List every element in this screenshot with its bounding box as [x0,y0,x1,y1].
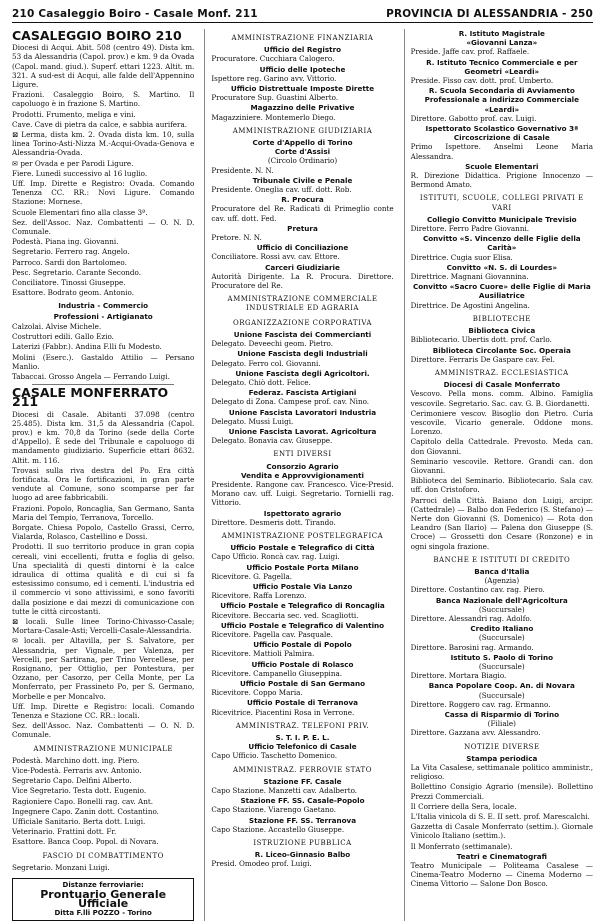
entry-subheading: (Succursale) [478,662,525,671]
entry-heading: Tribunale Civile e Penale [252,175,353,185]
text-block: ⊠ locali. Sulle linee Torino-Chivasso-Casale; Mortara-Casale-Asti; Vercelli-Casale-Alessandria. [12,616,195,636]
list-item: Esattore. Banca Coop. Popol. di Novara. [12,837,159,847]
list-item: Laterizi (Fabbr.). Andina F.lli fu Modesto. [12,342,162,352]
entry-text: Capo Ufficio. Taschetto Domenico. [211,751,337,761]
list-item: Calzolai. Alvise Michele. [12,321,102,331]
entry-text: R. Direzione Didattica. Prigione Innocenzo — Bermond Amato. [410,171,593,190]
entry-heading: Magazzino delle Privative [250,103,355,113]
entry-heading: Unione Fascista dei Commercianti [233,329,372,339]
entry-text: Delegato. Deveechi geom. Pietro. [211,339,334,349]
entry-heading: Stazione FF. Casale [263,776,342,786]
entry-subheading: (Filiale) [487,719,516,729]
text-block: ⊠ Lerma, dista km. 2. Ovada dista km. 10, sulla linea Torino-Asti-Nizza M.-Acqui-Ovada-Genova e Alessandria-Ovada. [12,130,195,158]
section-heading: Industria - Commercio [58,301,149,311]
entry-text: Biblioteca del Seminario. Bibliotecario. Sala cav. uff. don Cristoforo. [410,476,593,495]
entry-text: Direttore. Barosini rag. Armando. [410,642,534,652]
section-heading: AMMINISTRAZ. ECCLESIASTICA [434,368,569,377]
list-item: Vice-Podestà. Ferraris avv. Antonio. [12,766,142,776]
section-heading: ENTI DIVERSI [273,450,332,459]
entry-text: Ricevitore. Mattioli Palmira. [211,649,315,659]
entry-heading: Ufficio Telefonico di Casale [248,742,357,752]
column-1 [12,29,194,921]
entry-subheading: (Succursale) [478,604,525,614]
entry-text: Preside. Jaffe cav. prof. Raffaele. [410,47,530,57]
entry-heading: Ufficio delle Ipoteche [259,64,346,74]
list-item: Ingegnere Capo. Zanin dott. Costantino. [12,806,159,816]
entry-text: Il Corriere della Sera, locale. [410,801,517,811]
entry-heading: Scuole Elementari [465,161,539,171]
entry-subheading: (Circolo Ordinario) [267,156,338,166]
list-item: Costruttori edili. Gallo Ezio. [12,332,114,342]
entry-text: Capo Stazione. Viarengo Gaetano. [211,805,337,815]
page-header [12,8,593,23]
entry-text: La Vita Casalese, settimanale politico amministr., religioso. [410,763,593,782]
entry-heading: Ufficio Postale di Popolo [253,640,352,650]
entry-heading: Corte d'Appello di Torino [252,138,353,148]
entry-heading: Banca Popolare Coop. An. di Novara [428,681,575,691]
text-block: Scuole Elementari fino alla classe 3ª. [12,207,148,217]
section-heading: FASCIO DI COMBATTIMENTO [42,851,164,860]
entry-text: Bibliotecario. Ubertis dott. prof. Carlo. [410,335,552,345]
entry-text: Direttore. Roggero cav. rag. Ermanno. [410,699,551,709]
entry-text: Presidente. N. N. [211,165,274,175]
entry-heading: Ufficio Postale Porta Milano [246,562,359,572]
entry-text: Direttore. Gabotto prof. cav. Luigi. [410,113,537,123]
entry-text: Ricevitore. G. Pagella. [211,571,293,581]
entry-heading: Ufficio Distrettuale Imposte Dirette [230,84,375,94]
entry-text: Presidente. Rangone cav. Francesco. Vice-Presid. Morano cav. uff. Luigi. Segretario. Tornielli rag. Vittorio. [211,479,394,508]
entry-heading: «Giovanni Lanza» [466,38,538,48]
text-block: Trovasi sulla riva destra del Po. Era città fortificata. Ora le fortificazioni, in gran parte vendute al Comune, sono scomparse per far luogo ad aree fabbricabili. [12,465,195,503]
entry-text: Seminario vescovile. Rettore. Grandi can. don Giovanni. [410,456,593,475]
entry-heading: Unione Fascista Lavoratori Industria [228,407,377,417]
entry-heading: Banca d'Italia [474,566,530,576]
entry-text: Bollettino Consigio Agrario (mensile). Bollettino Prezzi Commerciali. [410,782,593,801]
entry-heading: Federaz. Fascista Artigiani [248,388,357,398]
entry-heading: R. Liceo-Ginnasio Balbo [254,850,351,860]
text-block: Segretario. Ferrero rag. Angelo. [12,247,130,257]
text-block: Borgate. Chiesa Popolo, Castello Grassi, Cerro, Vialarda, Rolasco, Castellino e Dossi. [12,522,195,542]
list-item: Segretario. Monzani Luigi. [12,862,110,872]
entry-heading: Istituto S. Paolo di Torino [450,652,554,662]
entry-heading: R. Scuola Secondaria di Avviamento Professionale a indirizzo Commerciale «Leardi» [424,86,580,114]
text-block: Sez. dell'Assoc. Naz. Combattenti — O. N. D. Comunale. [12,721,195,740]
header-left: 210 Casaleggio Boiro - Casale Monf. 211 [12,8,258,20]
entry-text: Parroci della Città. Baiano don Luigi, arcipr. (Cattedrale) — Balbo don Federico (S. Stefano) — Nerte don Giovanni (S. Domenico) — Rota don Leandro (San Ilario) — Palena don Giuseppe (S. Croce) — Grossetti don Cesare (Ronzone) e in ogni singola frazione. [410,495,593,551]
entry-text: Presid. Omodeo prof. Luigi. [211,859,312,869]
entry-text: Preside. Fisso cav. dott. prof. Umberto. [410,76,554,86]
entry-heading: Consorzio Agrario [266,461,339,471]
entry-subheading: (Agenzia) [484,576,520,586]
entry-text: Direttore. Alessandri rag. Adolfo. [410,613,532,623]
entry-heading: Biblioteca Civica [468,326,536,336]
entry-text: Ricevitore. Coppo Maria. [211,688,303,698]
entry-text: Direttore. Ferraris De Gaspare cav. Fel. [410,354,555,364]
entry-heading: Ufficio Postale di San Germano [239,679,366,688]
column-3 [404,29,593,921]
entry-text: Procuratore. Cucchiara Calogero. [211,54,335,64]
entry-heading: Ufficio Postale di Terranova [246,698,359,708]
entry-heading: Stampa periodica [466,753,538,763]
entry-text: Ricevitore. Beccaria sec. ved. Scagliotti. [211,610,359,620]
entry-text: Capo Stazione. Accastello Giuseppe. [211,824,345,834]
entry-heading: R. Istituto Magistrale [458,29,545,38]
section-heading: NOTIZIE DIVERSE [464,742,540,751]
section-heading: BANCHE E ISTITUTI DI CREDITO [433,555,571,564]
text-block: Podestà. Piana ing. Giovanni. [12,237,119,247]
text-block: Prodotti. Frumento, meliga e vini. [12,109,136,119]
text-block: Cave. Cave di pietra da calce, e sabbia aurifera. [12,119,188,129]
entry-heading: Convitto «N. S. di Lourdes» [446,262,557,272]
entry-heading: S. T. I. P. E. L. [275,733,330,743]
town-heading-casaleggio: CASALEGGIO BOIRO 210 [12,29,182,43]
entry-text: Direttore. Costantino cav. rag. Piero. [410,585,545,595]
entry-heading: R. Istituto Tecnico Commerciale e per Geometri «Leardi» [426,57,578,76]
section-heading: AMMINISTRAZIONE FINANZIARIA [231,34,374,42]
list-item: Ragioniere Capo. Bonelli rag. cav. Ant. [12,796,154,806]
entry-text: Autorità Dirigente. La R. Procura. Direttore. Procuratore del Re. [211,271,394,291]
entry-text: Pretore. N. N. [211,233,262,243]
list-item: Vice Segretario. Testa dott. Eugenio. [12,786,147,796]
entry-text: Delegato di Zona. Campese prof. cav. Nino. [211,397,370,407]
entry-heading: Convitto «S. Vincenzo delle Figlie della Carità» [422,234,581,253]
section-heading: AMMINISTRAZIONE COMMERCIALE INDUSTRIALE ED AGRARIA [227,295,378,313]
text-block: Esattore. Bodrato geom. Antonio. [12,288,135,298]
entry-heading: Credito Italiano [470,624,534,634]
entry-heading: Carceri Giudiziarie [265,262,340,272]
entry-text: Capo Ufficio. Roncà cav. rag. Luigi. [211,552,340,562]
entry-heading: Ufficio Postale e Telegrafico di Valentino [220,620,385,630]
entry-text: Delegato. Chiò dott. Felice. [211,377,311,387]
entry-heading: Banca Nazionale dell'Agricoltura [435,595,568,605]
entry-heading: Biblioteca Circolante Soc. Operaia [432,345,571,355]
text-block: Parroco. Sardi don Bartolomeo. [12,257,127,267]
section-heading: BIBLIOTECHE [472,314,531,323]
entry-text: Primo Ispettore. Anselmi Leone Maria Alessandra. [410,142,593,161]
entry-heading: Unione Fascista Lavorat. Agricoltura [228,426,377,436]
list-item: Tabaccai. Grosso Angela — Ferrando Luigi. [12,371,170,381]
text-block: ✉ per Ovada e per Parodi Ligure. [12,158,134,168]
text-block: ✉ locali. per Altavilla, per S. Salvatore, per Alessandria, per Vignale, per Valenza, per Vercelli, per Sartirana, per Trino Vercellese, per Rosignano, per Ottiglio, per Pontestura, per Ozzano, per Casorzo, per Cella Monte, per La Monferrato, per Frassineto Po, per S. Germano, Morbelle e per Moncalvo. [12,636,195,701]
ad-line: Ditta F.lli POZZO - Torino [54,908,152,917]
entry-heading: Vendita e Approvvigionamenti [240,470,364,480]
entry-text: Ricevitrice. Piacentini Rosa in Verrone. [211,707,355,717]
entry-text: Direttore. Ferro Padre Giovanni. [410,224,530,234]
entry-text: Cerimoniere vescov. Bisoglio don Pietro. Curia vescovile. Vicario generale. Oddone mons. Lorenzo. [410,408,593,437]
entry-text: L'Italia vinicola di S. E. II sett. prof. Marescalchi. [410,812,590,822]
text-block: Conciliatore. Tinossi Giuseppe. [12,278,126,288]
entry-text: Ricevitore. Raffa Lorenzo. [211,591,307,601]
ad-line: Distanze ferroviarie: [62,881,144,890]
entry-heading: Ufficio Postale di Rolasco [251,659,354,669]
header-right: PROVINCIA DI ALESSANDRIA - 250 [386,8,593,20]
entry-heading: Pretura [287,223,318,233]
section-heading: AMMINISTRAZIONE MUNICIPALE [33,744,173,753]
text-block: Pesc. Segretario. Carante Secondo. [12,267,142,277]
entry-text: Capo Stazione. Manzetti cav. Adalberto. [211,786,358,796]
entry-heading: Unione Fascista degli Agricoltori. [235,368,370,378]
entry-heading: Stazione FF. SS. Terranova [248,815,357,825]
entry-text: Delegato. Mussi Luigi. [211,416,294,426]
entry-text: Ricevitore. Pagella cav. Pasquale. [211,629,333,639]
text-block: Uff. Imp. Dirette e Registro: locali. Comando Tenenza e Stazione CC. RR.: locali. [12,701,195,721]
entry-heading: Corte d'Assisi [274,147,331,157]
entry-text: Magazziniere. Montemerlo Diego. [211,112,336,122]
train-icon: ⊠ [12,130,22,140]
entry-heading: Ispettorato agrario [263,508,342,518]
text-block: Sez. dell'Assoc. Naz. Combattenti — O. N. D. Comunale. [12,217,195,237]
section-heading: AMMINISTRAZIONE GIUDIZIARIA [232,126,373,135]
columns [12,29,593,921]
entry-text: Conciliatore. Rossi avv. cav. Ettore. [211,252,340,262]
entry-heading: R. Procura [281,195,324,205]
entry-text: Presidente. Oneglia cav. uff. dott. Rob. [211,185,352,195]
entry-heading: Ufficio Postale Via Lanzo [252,581,353,591]
text-block: Diocesi di Casale. Abitanti 37.098 (centro 25.485). Dista km. 31,5 da Alessandria (Capol. prov.) e km. 70,8 da Torino (sede della Corte d'Appello). È sede del Tribunale e capoluogo di mandamento giudiziario. Superficie ettari 8632. Altit. m. 116. [12,409,195,465]
entry-text: Gazzetta di Casale Monferrato (settim.). Giornale Vinicolo Italiano (settim.). [410,822,593,841]
entry-text: Direttrice. Magnani Giovannina. [410,272,529,282]
text-block: Frazioni. Casaleggio Boiro, S. Martino. Il capoluogo è in frazione S. Martino. [12,90,195,109]
entry-heading: Ufficio del Registro [263,45,342,55]
list-item: Segretario Capo. Delfini Alberto. [12,776,132,786]
section-heading: Professioni - Artigianato [53,311,153,321]
entry-text: Direttrice. Cugia suor Elisa. [410,252,513,262]
list-item: Ufficiale Sanitario. Berta dott. Luigi. [12,817,146,827]
text-block: Fiere. Lunedì successivo al 16 luglio. [12,168,148,178]
entry-heading: Ispettorato Scolastico Governativo 3ª Circoscrizione di Casale [425,124,579,143]
section-heading: AMMINISTRAZIONE POSTELEGRAFICA [221,531,384,540]
section-heading: AMMINISTRAZ. FERROVIE STATO [233,765,372,774]
advertisement-box [12,878,194,921]
entry-heading: Cassa di Risparmio di Torino [444,710,560,720]
list-item: Molini (Eserc.). Gastaldo Attilio — Persano Manlio. [12,352,195,371]
entry-heading: Convitto «Sacro Cuore» delle Figlie di Maria Ausiliatrice [412,282,591,301]
entry-text: Delegato. Bonavia cav. Giuseppe. [211,436,333,446]
entry-text: Ispettore reg. Garino avv. Vittorio. [211,73,337,83]
entry-text: Delegato. Ferro col. Giovanni. [211,358,321,368]
entry-text: Vescovo. Pella mons. comm. Albino. Famiglia vescovile. Segretario. Sac. cav. G. B. Giordanetti. [410,389,593,408]
entry-heading: Ufficio Postale e Telegrafico di Città [230,543,375,553]
section-heading: ISTRUZIONE PUBBLICA [253,839,352,848]
entry-text: Procuratore Sup. Guastini Alberto. [211,93,339,103]
entry-text: Il Monferrato (settimanale). [410,841,513,851]
entry-heading: Unione Fascista degli Industriali [237,349,368,359]
entry-heading: Teatri e Cinematografi [456,851,547,861]
entry-heading: Ufficio di Conciliazione [256,243,349,253]
entry-text: Direttore. Desmeris dott. Tirando. [211,517,336,527]
text-block: Prodotti. Il suo territorio produce in gran copia cereali, vini eccellenti, frutta e foglia di gelso. Una specialità di questi dintorni è la calce idraulica di ottima qualità e di cui si fa estesissimo consumo, ed i cementi. L'industria ed il commercio vi sono attivissimi, e sono favoriti dalla posizione e dai mezzi di comunicazione con tutte le città circostanti. [12,542,195,616]
text-block: Frazioni. Popolo, Roncaglia, San Germano, Santa Maria del Tempio, Terranova, Torcello. [12,503,195,522]
text-block: Uff. Imp. Dirette e Registro: Ovada. Comando Tenenza CC. RR.: Novi Ligure. Comando Stazione: Mornese. [12,179,195,207]
entry-heading: Ufficio Postale e Telegrafico di Roncaglia [220,601,385,611]
entry-text: Capitolo della Cattedrale. Prevosto. Meda can. don Giovanni. [410,437,593,456]
text-block: Diocesi di Acqui. Abit. 508 (centro 49). Dista km. 53 da Alessandria (Capol. prov.) e km. 9 da Ovada (Capol. mand. giud.). Superf. ettari 1223. Altit. m. 321. A sud-est di Acqui, alle falde dell'Appennino Ligure. [12,43,195,90]
entry-text: Direttore. Mortara Biagio. [410,671,507,681]
entry-text: Teatro Municipale — Politeama Casalese — Cinema-Teatro Moderno — Cinema Moderno — Cinema Vittorio — Salone Don Bosco. [410,861,593,889]
entry-subheading: (Succursale) [478,690,525,700]
entry-heading: Stazione FF. SS. Casale-Popolo [240,796,365,806]
list-item: Veterinario. Frattini dott. Fr. [12,827,117,837]
entry-heading: Diocesi di Casale Monferrato [443,380,561,390]
column-2 [204,29,393,921]
train-icon: ⊠ [12,616,26,626]
post-icon: ✉ [12,158,21,168]
entry-text: Procuratore del Re. Radicati di Primeglio conte cav. uff. dott. Fed. [211,204,394,223]
section-heading: AMMINISTRAZ. TELEFONI PRIV. [235,721,370,730]
post-icon: ✉ [12,636,24,646]
entry-text: Direttrice. De Agostini Angelina. [410,300,530,310]
ad-title: Prontuario Generale Ufficiale [40,888,167,911]
entry-text: Ricevitore. Campanello Giuseppina. [211,668,343,678]
list-item: Podestà. Marchino dott. ing. Piero. [12,755,140,765]
entry-subheading: (Succursale) [478,633,525,643]
entry-heading: Collegio Convitto Municipale Trevisio [427,214,577,224]
section-heading: ISTITUTI, SCUOLE, COLLEGI PRIVATI E VARI [419,194,584,212]
entry-text: Direttore. Gazzana avv. Alessandro. [410,728,541,738]
section-heading: ORGANIZZAZIONE CORPORATIVA [233,318,372,327]
town-heading-casale: CASALE MONFERRATO 211 [12,385,169,410]
